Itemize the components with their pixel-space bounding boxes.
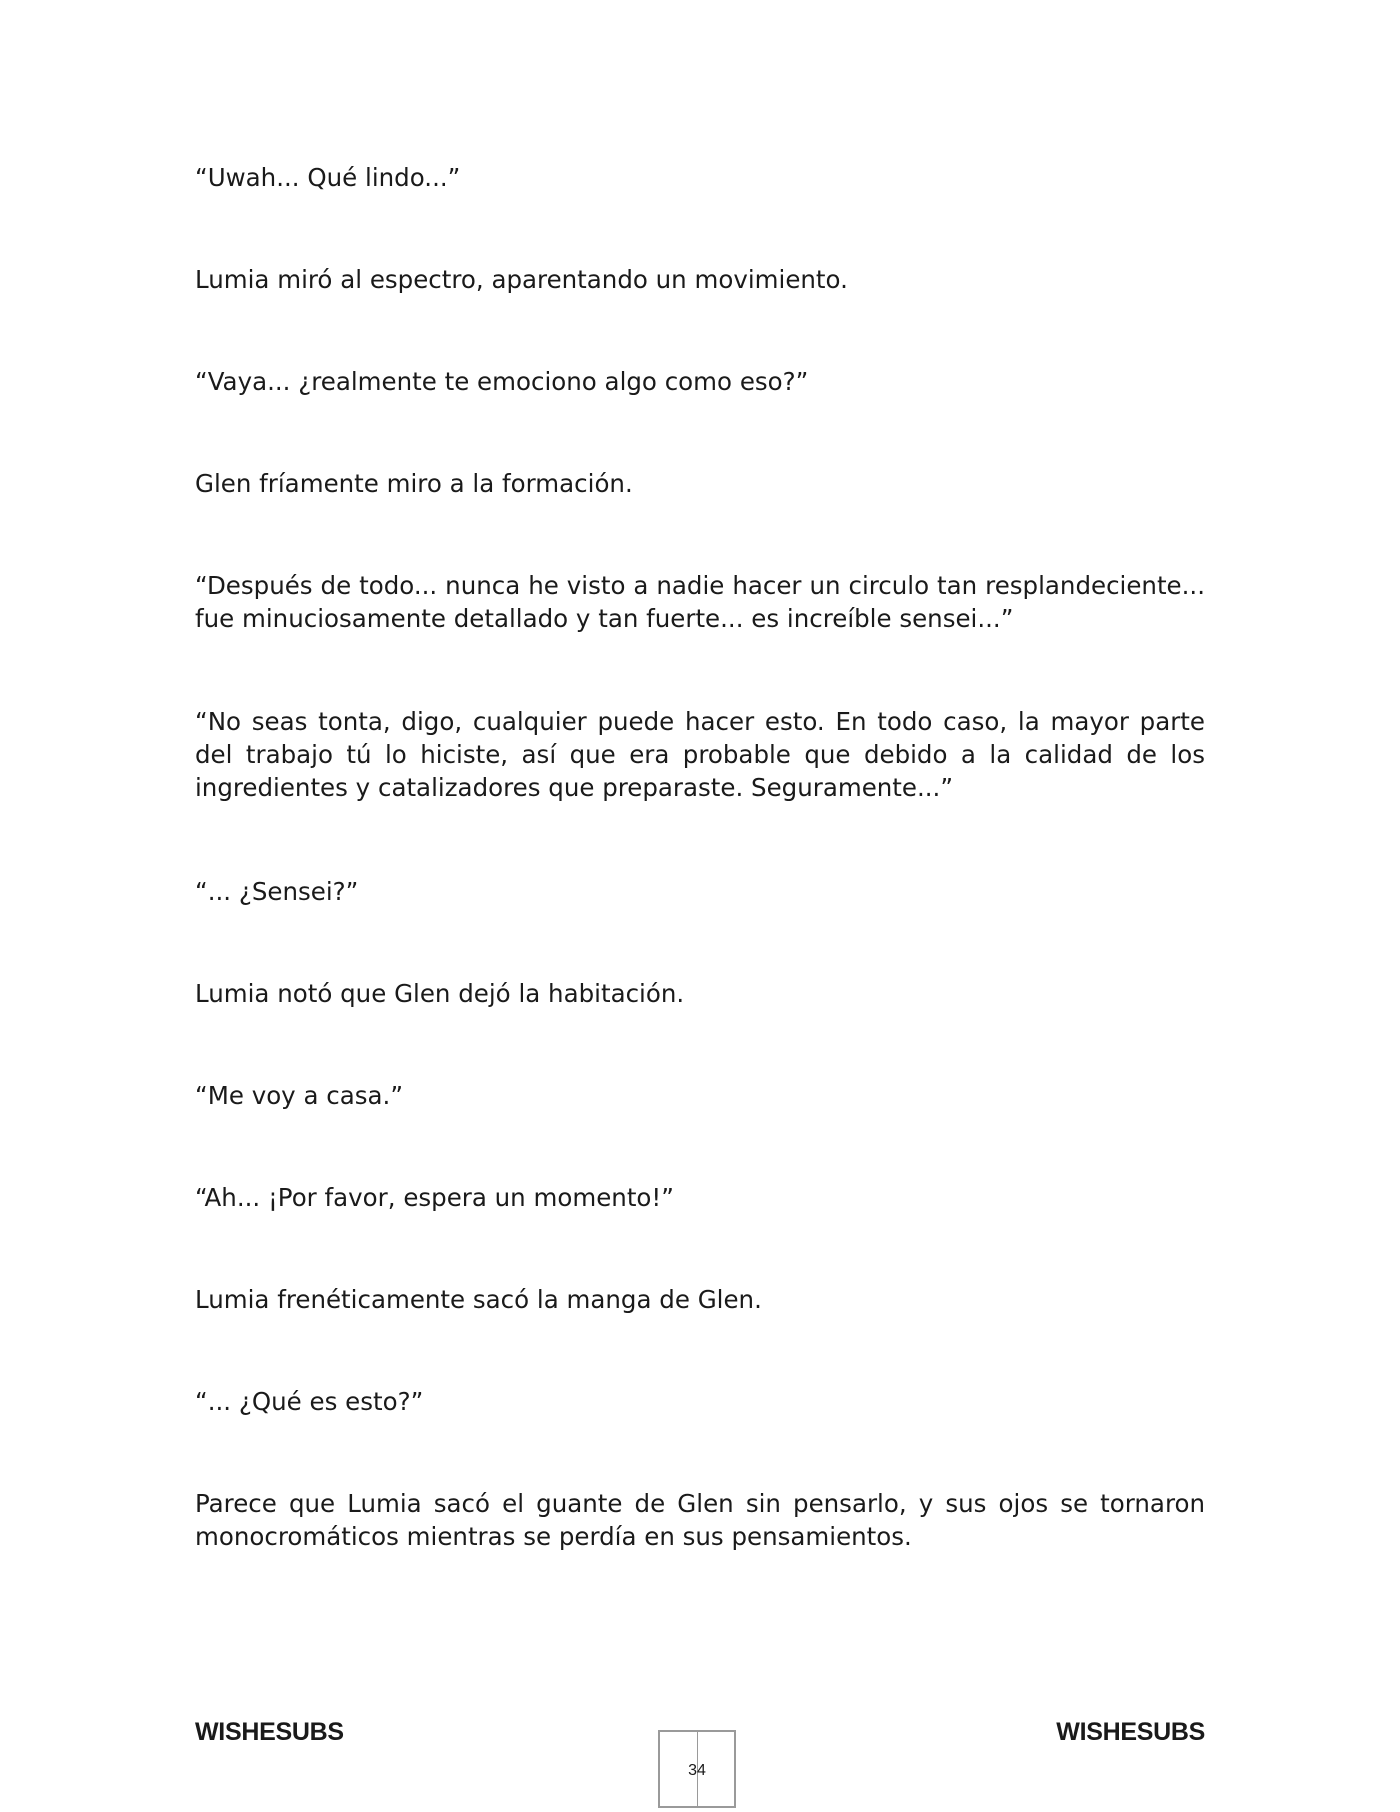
paragraph: Lumia notó que Glen dejó la habitación. [195, 979, 685, 1008]
paragraph: “Después de todo... nunca he visto a nadie hacer un circulo tan resplandeciente... fue minuciosamente detallado y tan fuerte... es increíble sensei...” [195, 571, 1205, 633]
page-number: 34 [688, 1762, 706, 1779]
paragraph: Lumia frenéticamente sacó la manga de Glen. [195, 1285, 762, 1314]
paragraph: “No seas tonta, digo, cualquier puede hacer esto. En todo caso, la mayor parte del trabajo tú lo hiciste, así que era probable que debido a la calidad de los ingredientes y catalizadores que preparaste. Seguramente...” [195, 707, 1205, 802]
paragraph: Parece que Lumia sacó el guante de Glen sin pensarlo, y sus ojos se tornaron monocromáticos mientras se perdía en sus pensamientos. [195, 1489, 1205, 1551]
paragraph: “Vaya... ¿realmente te emociono algo como eso?” [195, 367, 809, 396]
paragraph: “Uwah... Qué lindo...” [195, 163, 461, 192]
paragraph: “Ah... ¡Por favor, espera un momento!” [195, 1183, 674, 1212]
paragraph: “Me voy a casa.” [195, 1081, 404, 1110]
paragraph: “... ¿Sensei?” [195, 877, 359, 906]
paragraph: Glen fríamente miro a la formación. [195, 469, 633, 498]
paragraph: Lumia miró al espectro, aparentando un movimiento. [195, 265, 848, 294]
footer-right-brand: WISHESUBS [1056, 1718, 1205, 1746]
page-number-box [658, 1730, 736, 1808]
paragraph: “... ¿Qué es esto?” [195, 1387, 424, 1416]
footer-left-brand: WISHESUBS [195, 1718, 344, 1746]
